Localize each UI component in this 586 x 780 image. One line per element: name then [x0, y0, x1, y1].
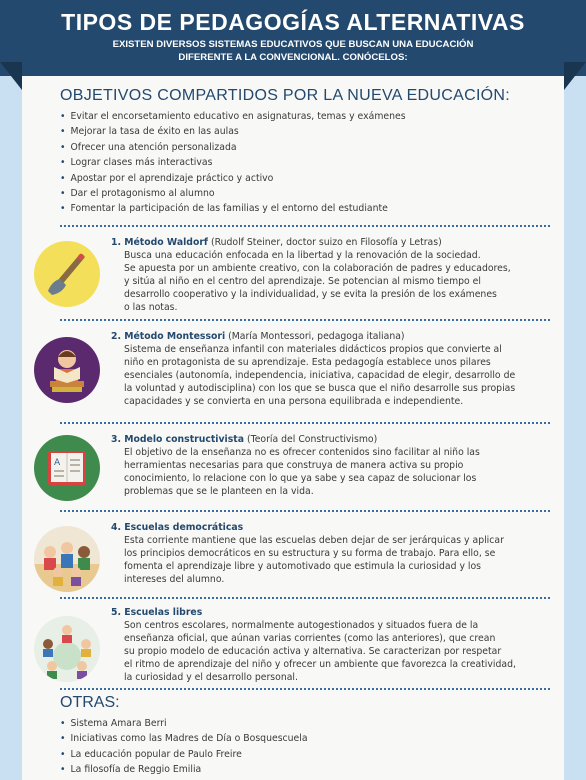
list-item: • Dar el protagonismo al alumno: [60, 186, 406, 201]
method-text: [111, 521, 556, 586]
method-description: [111, 619, 556, 684]
method-author: (Rudolf Steiner, doctor suizo en Filosofía y Letras): [210, 237, 442, 248]
list-item: • Evitar el encorsetamiento educativo en asignaturas, temas y exámenes: [60, 109, 406, 124]
left-margin: [0, 0, 22, 780]
method-author: (María Montessori, pedagoga italiana): [228, 331, 405, 342]
text-line: conocimiento, lo relacione con lo que ya sabe y sea capaz de solucionar los: [124, 473, 477, 484]
method-description: [111, 249, 556, 314]
text-line: fomenta el aprendizaje libre y automotivado que estimula la curiosidad y los: [124, 561, 482, 572]
list-item: • La educación popular de Paulo Freire: [60, 747, 308, 762]
method-description: [111, 446, 556, 498]
divider: [60, 225, 550, 227]
method-text: [111, 330, 556, 408]
divider: [60, 319, 550, 321]
text-line: capacidades y se convierta en una persona equilibrada e independiente.: [124, 396, 464, 407]
objectives-heading: OBJETIVOS COMPARTIDOS POR LA NUEVA EDUCACIÓN:: [60, 87, 511, 104]
text-line: o las notas.: [124, 302, 178, 313]
banner-fold-right: [564, 62, 586, 90]
method-text: [111, 433, 556, 498]
subtitle-line-1: EXISTEN DIVERSOS SISTEMAS EDUCATIVOS QUE BUSCAN UNA EDUCACIÓN: [112, 39, 474, 50]
list-item: • Iniciativas como las Madres de Día o Bosquescuela: [60, 731, 308, 746]
text-line: enseñanza oficial, que aúnan varias corrientes (como las anteriores), que crean: [124, 633, 496, 644]
method-title: 2. Método Montessori: [111, 331, 226, 342]
text-line: intereses del alumno.: [124, 574, 225, 585]
text-line: herramientas necesarias para que construya de manera activa su propio: [124, 460, 464, 471]
page-subtitle: [0, 38, 586, 64]
text-line: Se apuesta por un ambiente creativo, con la colaboración de padres y educadores,: [124, 263, 511, 274]
children-group-icon: [34, 526, 100, 592]
objectives-list: [60, 109, 406, 217]
divider: [60, 510, 550, 512]
text-line: el ritmo de aprendizaje del niño y ofrecer un ambiente que favorezca la creatividad,: [124, 659, 516, 670]
list-item: • Mejorar la tasa de éxito en las aulas: [60, 124, 406, 139]
subtitle-line-2: DIFERENTE A LA CONVENCIONAL. CONÓCELOS:: [178, 52, 408, 63]
text-line: problemas que se le planteen en la vida.: [124, 486, 314, 497]
list-item: • Apostar por el aprendizaje práctico y activo: [60, 171, 406, 186]
banner-fold-left: [0, 62, 22, 90]
text-line: Busca una educación enfocada en la libertad y la renovación de la sociedad.: [124, 250, 481, 261]
method-text: [111, 606, 556, 684]
method-description: [111, 343, 556, 408]
method-title: 4. Escuelas democráticas: [111, 522, 244, 533]
method-title: 3. Modelo constructivista: [111, 434, 244, 445]
open-book-icon: [34, 435, 100, 501]
method-author: (Teoría del Constructivismo): [246, 434, 378, 445]
divider: [60, 597, 550, 599]
list-item: • Fomentar la participación de las familias y el entorno del estudiante: [60, 201, 406, 216]
children-circle-icon: [34, 616, 100, 682]
text-line: y sitúa al niño en el centro del aprendizaje. Se potencian al mismo tiempo el: [124, 276, 481, 287]
list-item: • La filosofía de Reggio Emilia: [60, 762, 308, 777]
text-line: la voluntad y autodisciplina) con los que se busca que el niño desarrolle sus propias: [124, 383, 516, 394]
list-item: • Lograr clases más interactivas: [60, 155, 406, 170]
text-line: su propio modelo de educación activa y alternativa. Se caracterizan por respetar: [124, 646, 502, 657]
title-banner: [0, 0, 586, 76]
text-line: Sistema de enseñanza infantil con materiales didácticos propios que convierte al: [124, 344, 502, 355]
text-line: Esta corriente mantiene que las escuelas deben dejar de ser jerárquicas y aplicar: [124, 535, 504, 546]
child-reading-icon: [34, 337, 100, 403]
method-title: 1. Método Waldorf: [111, 237, 208, 248]
list-item: • Sistema Amara Berri: [60, 716, 308, 731]
list-item: • Ofrecer una atención personalizada: [60, 140, 406, 155]
method-description: [111, 534, 556, 586]
right-margin: [564, 0, 586, 780]
others-list: [60, 716, 308, 778]
method-text: [111, 236, 556, 314]
text-line: desarrollo cooperativo y la individualidad, y se evita la presión de los exámenes: [124, 289, 497, 300]
text-line: El objetivo de la enseñanza no es ofrecer contenidos sino facilitar al niño las: [124, 447, 480, 458]
text-line: Son centros escolares, normalmente autogestionados y situados fuera de la: [124, 620, 479, 631]
method-title: 5. Escuelas libres: [111, 607, 203, 618]
text-line: niño en protagonista de su aprendizaje. Esta pedagogía establece unos pilares: [124, 357, 491, 368]
page-title: TIPOS DE PEDAGOGÍAS ALTERNATIVAS: [61, 9, 525, 35]
svg-text:A: A: [54, 458, 61, 468]
text-line: los principios democráticos en su estructura y su forma de trabajo. Para ello, se: [124, 548, 496, 559]
text-line: esenciales (autonomía, independencia, iniciativa, capacidad de elegir, desarrollo de: [124, 370, 516, 381]
others-heading: OTRAS:: [60, 694, 120, 711]
divider: [60, 688, 550, 690]
text-line: la curiosidad y el desarrollo personal.: [124, 672, 298, 683]
paintbrush-icon: [34, 241, 100, 307]
divider: [60, 422, 550, 424]
content-panel: [22, 76, 564, 780]
